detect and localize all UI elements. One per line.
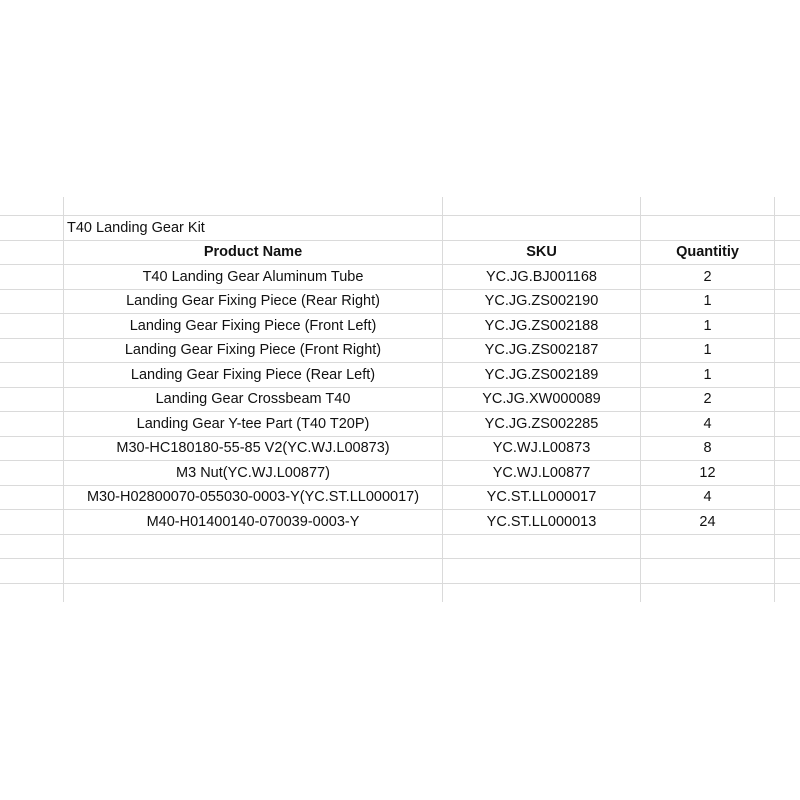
- grid-line: [774, 197, 775, 602]
- cell-product-name[interactable]: T40 Landing Gear Aluminum Tube: [142, 269, 364, 285]
- cell-quantity[interactable]: 12: [699, 465, 716, 481]
- cell-quantity[interactable]: 1: [703, 342, 712, 358]
- cell-product-name[interactable]: M30-HC180180-55-85 V2(YC.WJ.L00873): [116, 440, 390, 456]
- cell-product-name[interactable]: M40-H01400140-070039-0003-Y: [146, 514, 360, 530]
- cell-sku[interactable]: YC.JG.ZS002285: [484, 416, 599, 432]
- header-quantity[interactable]: Quantitiy: [676, 244, 739, 260]
- cell-quantity[interactable]: 1: [703, 318, 712, 334]
- cell-sku[interactable]: YC.JG.ZS002189: [484, 367, 599, 383]
- cell-sku[interactable]: YC.JG.ZS002190: [484, 293, 599, 309]
- cell-quantity[interactable]: 4: [703, 416, 712, 432]
- cell-product-name[interactable]: Landing Gear Fixing Piece (Rear Right): [126, 293, 380, 309]
- cell-product-name[interactable]: M30-H02800070-055030-0003-Y(YC.ST.LL000017): [86, 489, 420, 505]
- header-product-name[interactable]: Product Name: [203, 244, 303, 260]
- header-sku[interactable]: SKU: [526, 244, 557, 260]
- cell-product-name[interactable]: Landing Gear Crossbeam T40: [155, 391, 351, 407]
- cell-product-name[interactable]: M3 Nut(YC.WJ.L00877): [176, 465, 330, 481]
- cell-product-name[interactable]: Landing Gear Fixing Piece (Front Left): [129, 318, 377, 334]
- cell-sku[interactable]: YC.JG.ZS002188: [484, 318, 599, 334]
- grid-line: [0, 583, 800, 584]
- sheet-title-cell[interactable]: T40 Landing Gear Kit: [67, 220, 205, 236]
- cell-product-name[interactable]: Landing Gear Fixing Piece (Rear Left): [130, 367, 376, 383]
- cell-quantity[interactable]: 2: [703, 269, 712, 285]
- cell-quantity[interactable]: 4: [703, 489, 712, 505]
- cell-sku[interactable]: YC.JG.ZS002187: [484, 342, 599, 358]
- cell-product-name[interactable]: Landing Gear Y-tee Part (T40 T20P): [136, 416, 370, 432]
- cell-quantity[interactable]: 24: [699, 514, 716, 530]
- cell-sku[interactable]: YC.JG.BJ001168: [486, 269, 597, 285]
- cell-quantity[interactable]: 8: [703, 440, 712, 456]
- cell-sku[interactable]: YC.WJ.L00873: [492, 440, 591, 456]
- cell-sku[interactable]: YC.ST.LL000013: [486, 514, 597, 530]
- grid-line: [0, 534, 800, 535]
- cell-quantity[interactable]: 1: [703, 293, 712, 309]
- cell-quantity[interactable]: 2: [703, 391, 712, 407]
- cell-sku[interactable]: YC.JG.XW000089: [482, 391, 601, 407]
- cell-product-name[interactable]: Landing Gear Fixing Piece (Front Right): [124, 342, 382, 358]
- cell-quantity[interactable]: 1: [703, 367, 712, 383]
- grid-line: [0, 558, 800, 559]
- cell-sku[interactable]: YC.WJ.L00877: [492, 465, 591, 481]
- cell-sku[interactable]: YC.ST.LL000017: [486, 489, 597, 505]
